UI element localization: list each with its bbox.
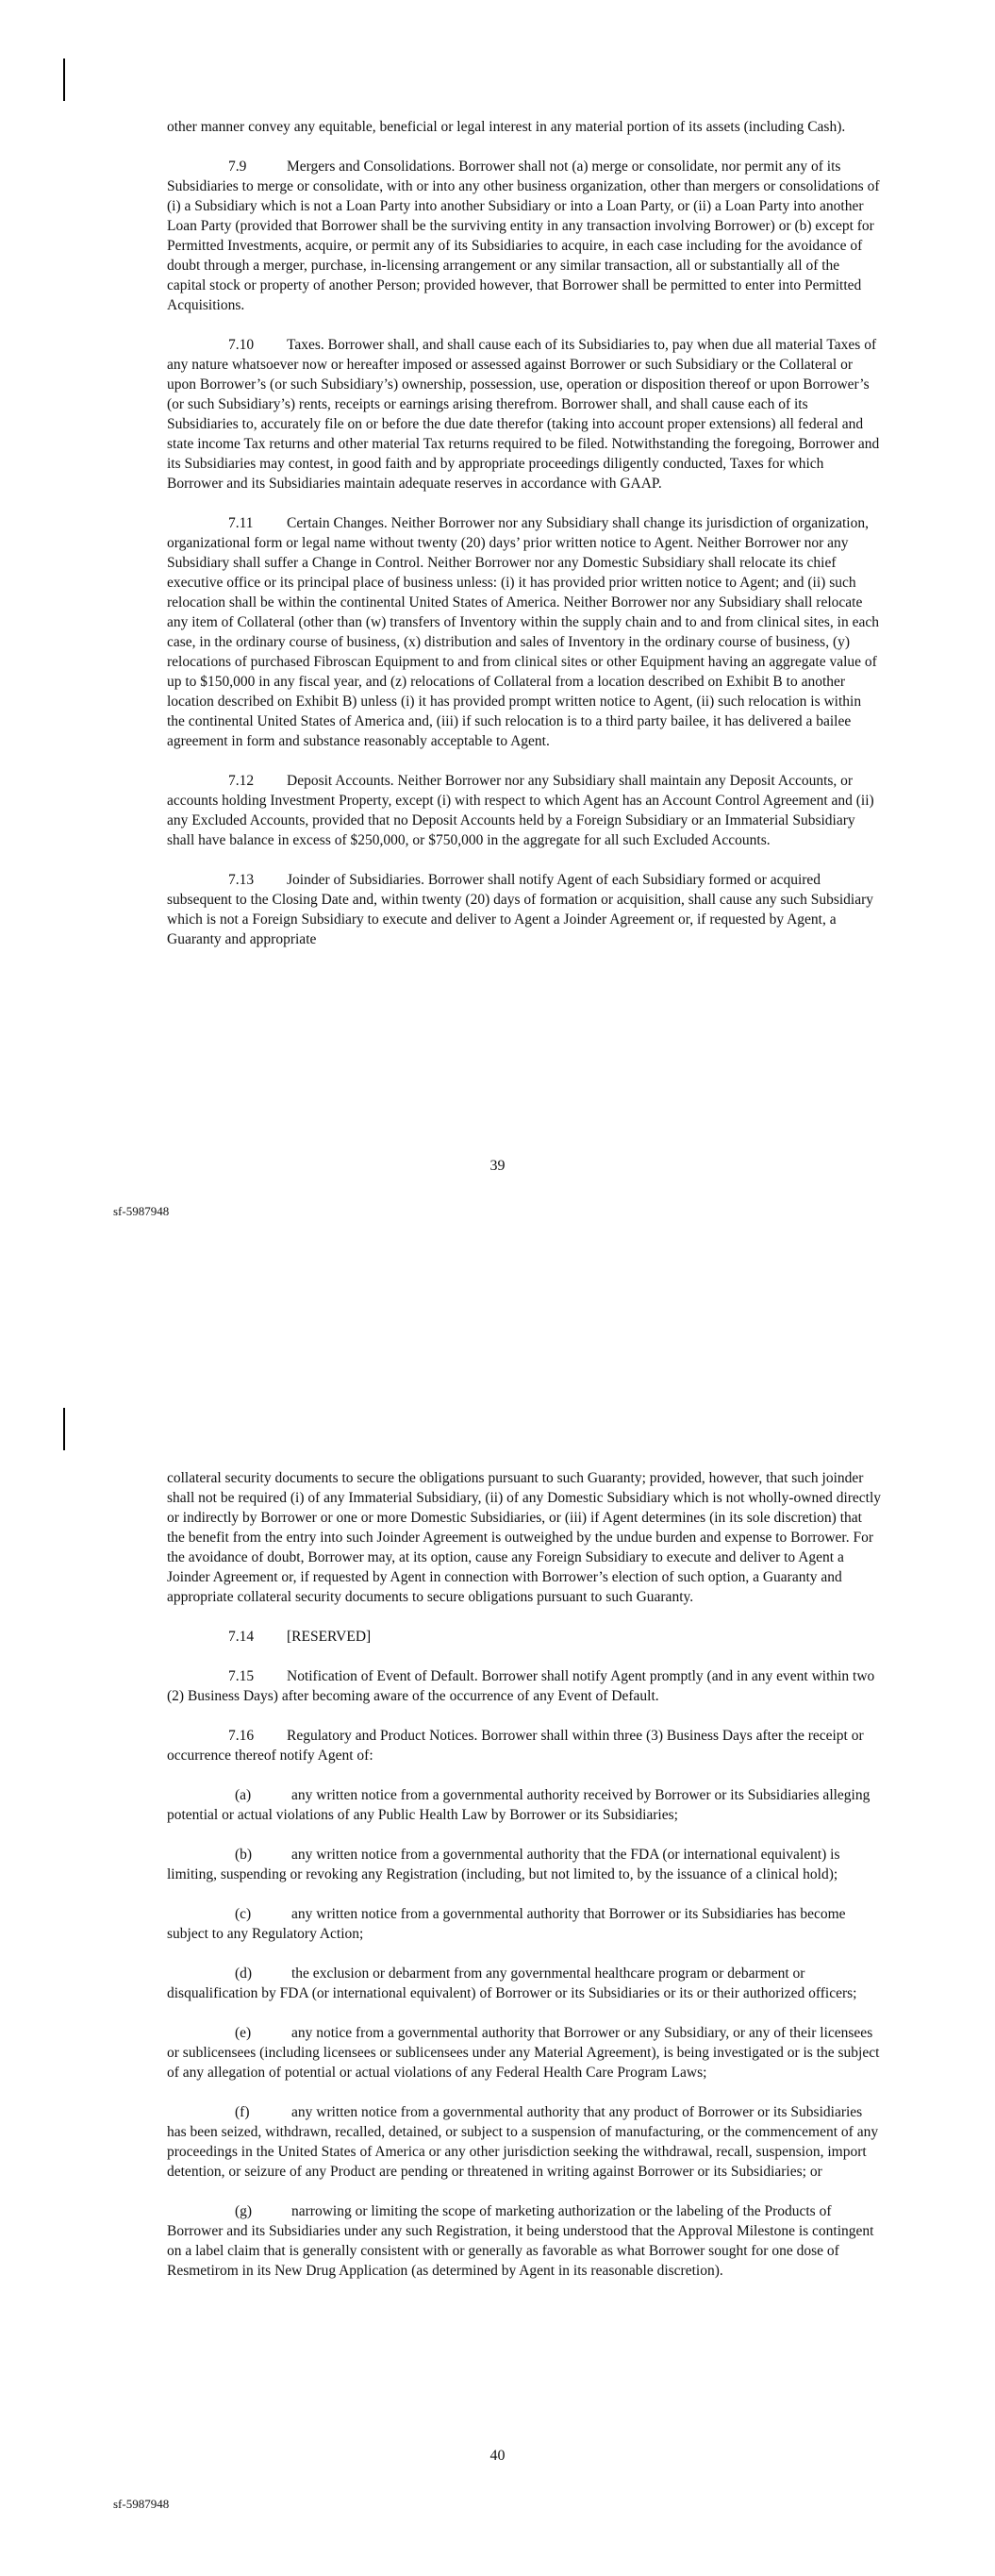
section-number: 7.15 xyxy=(228,1668,255,1684)
section-7-16 xyxy=(167,1726,882,1765)
section-7-14 xyxy=(167,1627,882,1647)
section-number: 7.16 xyxy=(228,1728,255,1744)
page-number: 40 xyxy=(489,2448,506,2464)
section-text: Joinder of Subsidiaries. Borrower shall notify Agent of each Subsidiary formed or acquired subsequent to the Closing Date and, within twenty (20) days of formation or acquisition, shall cause any such Subsidiary which is not a Foreign Subsidiary to execute and deliver to Agent a Joinder Agreement or, if requested by Agent, a Guaranty and appropriate xyxy=(167,872,874,947)
item-label: (d) xyxy=(235,1965,253,1982)
section-number: 7.11 xyxy=(228,515,254,531)
section-text: Regulatory and Product Notices. Borrower shall within three (3) Business Days after the receipt or occurrence thereof notify Agent of: xyxy=(167,1728,864,1764)
item-text: any written notice from a governmental authority received by Borrower or its Subsidiaries alleging potential or actual violations of any Public Health Law by Borrower or its Subsidiaries; xyxy=(167,1787,871,1823)
continuation-paragraph: other manner convey any equitable, beneficial or legal interest in any material portion of its assets (including Cash). xyxy=(167,119,846,135)
section-7-12 xyxy=(167,771,882,850)
revision-bar xyxy=(63,1408,65,1450)
section-number: 7.14 xyxy=(228,1629,255,1645)
section-text: Mergers and Consolidations. Borrower shall not (a) merge or consolidate, nor permit any of its Subsidiaries to merge or consolidate, with or into any other business organization, other than mergers or consolidations of (i) a Subsidiary which is not a Loan Party into another Subsidiary or into a Loan Party, or (ii) a Loan Party into another Loan Party (provided that Borrower shall be the surviving entity in any transaction involving Borrower) or (b) except for Permitted Investments, acquire, or permit any of its Subsidiaries to acquire, in each case including for the avoidance of doubt through a merger, purchase, in-licensing arrangement or any similar transaction, all or substantially all of the capital stock or property of another Person; provided however, that Borrower shall be permitted to enter into Permitted Acquisitions. xyxy=(167,159,880,313)
item-text: any written notice from a governmental authority that the FDA (or international equivalent) is limiting, suspending or revoking any Registration (including, but not limited to, by the issuance of a clinical hold); xyxy=(167,1847,840,1882)
list-item-b xyxy=(167,1845,882,1884)
section-number: 7.13 xyxy=(228,872,255,888)
revision-bar xyxy=(63,59,65,101)
item-label: (a) xyxy=(235,1787,252,1803)
section-7-10 xyxy=(167,335,882,493)
document-id: sf-5987948 xyxy=(113,1204,170,1218)
section-text: Deposit Accounts. Neither Borrower nor any Subsidiary shall maintain any Deposit Accounts, or accounts holding Investment Property, except (i) with respect to which Agent has an Account Control Agreement and (ii) any Excluded Accounts, provided that no Deposit Accounts held by a Foreign Subsidiary or an Immaterial Subsidiary shall have balance in excess of $250,000, or $750,000 in the aggregate for all such Excluded Accounts. xyxy=(167,773,874,848)
list-item-d xyxy=(167,1964,882,2003)
section-number: 7.10 xyxy=(228,337,255,353)
item-text: any written notice from a governmental authority that any product of Borrower or its Subsidiaries has been seized, withdrawn, recalled, detained, or subject to a suspension of manufacturing, or the commencement of any proceedings in the United States of America or any other jurisdiction seeking the withdrawal, recall, suspension, import detention, or seizure of any Product are pending or threatened in writing against Borrower or its Subsidiaries; or xyxy=(167,2104,879,2180)
section-text: Taxes. Borrower shall, and shall cause each of its Subsidiaries to, pay when due all material Taxes of any nature whatsoever now or hereafter imposed or assessed against Borrower or such Subsidiary or the Collateral or upon Borrower’s (or such Subsidiary’s) ownership, possession, use, operation or disposition thereof or upon Borrower’s (or such Subsidiary’s) rents, receipts or earnings arising therefrom. Borrower shall, and shall cause each of its Subsidiaries to, accurately file on or before the due date therefor (taking into account proper extensions) all federal and state income Tax returns and other material Tax returns required to be filed. Notwithstanding the foregoing, Borrower and its Subsidiaries may contest, in good faith and by appropriate proceedings diligently conducted, Taxes for which Borrower and its Subsidiaries maintain adequate reserves in accordance with GAAP. xyxy=(167,337,880,492)
list-item-e xyxy=(167,2023,882,2083)
section-7-9 xyxy=(167,157,882,315)
section-7-15 xyxy=(167,1666,882,1706)
item-text: any notice from a governmental authority that Borrower or any Subsidiary, or any of their licensees or sublicensees (including licensees or sublicensees under any Material Agreement), is being investigated or is the subject of any allegation of potential or actual violations of any Federal Health Care Program Laws; xyxy=(167,2025,880,2081)
list-item-f xyxy=(167,2102,882,2182)
section-text: [RESERVED] xyxy=(287,1629,372,1645)
item-label: (e) xyxy=(235,2025,252,2041)
item-label: (c) xyxy=(235,1906,252,1922)
list-item-g xyxy=(167,2201,882,2281)
section-text: Certain Changes. Neither Borrower nor any Subsidiary shall change its jurisdiction of organization, organizational form or legal name without twenty (20) days’ prior written notice to Agent. Neither Borrower nor any Subsidiary shall suffer a Change in Control. Neither Borrower nor any Domestic Subsidiary shall relocate its chief executive office or its principal place of business unless: (i) it has provided prior written notice to Agent; and (ii) such relocation shall be within the continental United States of America. Neither Borrower nor any Subsidiary shall relocate any item of Collateral (other than (w) transfers of Inventory within the supply chain and to and from clinical sites, in each case, in the ordinary course of business, (x) distribution and sales of Inventory in the ordinary course of business, (y) relocations of purchased Fibroscan Equipment to and from clinical sites or other Equipment having an aggregate value of up to $150,000 in any fiscal year, and (z) relocations of Collateral from a location described on Exhibit B to another location described on Exhibit B) unless (i) it has provided prompt written notice to Agent, (ii) such relocation is within the continental United States of America and, (iii) if such relocation is to a third party bailee, it has delivered a bailee agreement in form and substance reasonably acceptable to Agent. xyxy=(167,515,879,749)
section-7-11 xyxy=(167,513,882,751)
list-item-a xyxy=(167,1785,882,1825)
item-text: narrowing or limiting the scope of marketing authorization or the labeling of the Products of Borrower and its Subsidiaries under any such Registration, it being understood that the Approval Milestone is contingent on a label claim that is generally consistent with or generally as favorable as what Borrower sought for one dose of Resmetirom in its New Drug Application (as determined by Agent in its reasonable discretion). xyxy=(167,2203,874,2279)
document-page-40 xyxy=(0,1288,995,2576)
page-number: 39 xyxy=(489,1158,506,1174)
item-text: the exclusion or debarment from any governmental healthcare program or debarment or disqualification by FDA (or international equivalent) of Borrower or its Subsidiaries or its or their authorized officers; xyxy=(167,1965,857,2001)
item-label: (f) xyxy=(235,2104,250,2120)
item-label: (b) xyxy=(235,1847,253,1863)
continuation-paragraph: collateral security documents to secure the obligations pursuant to such Guaranty; provided, however, that such joinder shall not be required (i) of any Immaterial Subsidiary, (ii) of any Domestic Subsidiary which is not wholly-owned directly or indirectly by Borrower or one or more Domestic Subsidiaries, or (iii) if Agent determines (in its sole discretion) that the benefit from the entry into such Joinder Agreement is outweighed by the undue burden and expense to Borrower. For the avoidance of doubt, Borrower may, at its option, cause any Foreign Subsidiary to execute and deliver to Agent a Joinder Agreement or, if requested by Agent in connection with Borrower’s election of such option, a Guaranty and appropriate collateral security documents to secure obligations pursuant to such Guaranty. xyxy=(167,1470,882,1605)
page-body xyxy=(167,117,882,969)
section-number: 7.9 xyxy=(228,159,247,175)
page-body xyxy=(167,1468,882,2300)
item-label: (g) xyxy=(235,2203,253,2219)
section-number: 7.12 xyxy=(228,773,255,789)
section-text: Notification of Event of Default. Borrower shall notify Agent promptly (and in any event within two (2) Business Days) after becoming aware of the occurrence of any Event of Default. xyxy=(167,1668,875,1704)
document-id: sf-5987948 xyxy=(113,2497,170,2511)
section-7-13 xyxy=(167,870,882,949)
list-item-c xyxy=(167,1904,882,1944)
item-text: any written notice from a governmental authority that Borrower or its Subsidiaries has become subject to any Regulatory Action; xyxy=(167,1906,846,1942)
